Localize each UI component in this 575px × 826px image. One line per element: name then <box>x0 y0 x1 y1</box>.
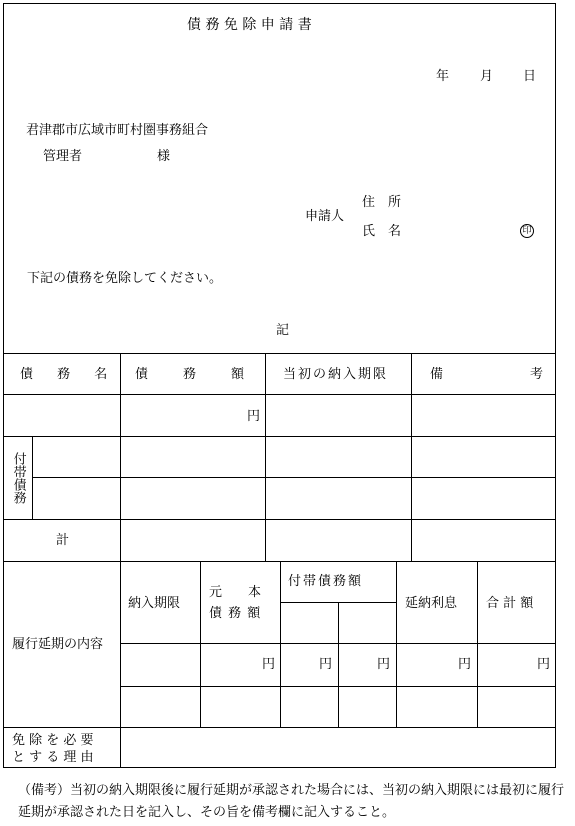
col-attached-label <box>32 436 33 519</box>
rule-ext-bottom <box>3 727 556 728</box>
rule-attached-mid <box>32 477 556 478</box>
col-ext-principal-right <box>280 561 281 727</box>
seal-mark: 印 <box>520 224 534 238</box>
col-ext-attached-mid <box>338 602 339 727</box>
remarks-note: （備考）当初の納入期限後に履行延期が承認された場合には、当初の納入期限には最初に履行延期が承認された日を記入し、その旨を備考欄に記入すること。 <box>18 783 565 820</box>
addressee-role: 管理者 <box>43 149 83 164</box>
reason-label-line1: 免 除 を 必 要 <box>12 733 94 748</box>
row1-yen: 円 <box>247 409 261 424</box>
ext-header-due: 納入期限 <box>128 596 181 611</box>
header-initial-due: 当初の納入期限 <box>283 367 389 382</box>
col-reason-label-right <box>120 727 121 768</box>
col-ext-interest-right <box>477 561 478 727</box>
applicant-label: 申請人 <box>305 209 345 224</box>
ext-yen-sum: 円 <box>537 657 551 672</box>
form-title: 債 務 免 除 申 請 書 <box>187 17 312 33</box>
addressee-honorific: 様 <box>157 149 171 164</box>
request-text: 下記の債務を免除してください。 <box>27 271 223 286</box>
ext-yen-attached-2: 円 <box>377 657 391 672</box>
header-debt-amount: 債 務 額 <box>135 367 248 382</box>
header-remarks-1: 備 <box>430 367 444 382</box>
col-ext-attached-right <box>396 561 397 727</box>
rule-header-bottom <box>3 394 556 395</box>
ext-header-sum: 合 計 額 <box>486 596 534 611</box>
ki-label: 記 <box>276 323 290 338</box>
addressee-org: 君津郡市広域市町村圏事務組合 <box>26 123 209 138</box>
ext-yen-principal: 円 <box>262 657 276 672</box>
header-debt-name: 債 務 名 <box>20 367 118 382</box>
col-remarks-left <box>411 353 412 561</box>
date-year: 年 <box>436 69 450 84</box>
attached-debt-label: 付帯債務 <box>10 452 26 504</box>
rule-table-top <box>3 353 556 354</box>
ext-yen-interest: 円 <box>458 657 472 672</box>
header-remarks-2: 考 <box>530 367 544 382</box>
ext-header-interest: 延納利息 <box>405 596 458 611</box>
applicant-address-label: 住 所 <box>362 195 402 210</box>
total-label: 計 <box>56 533 70 548</box>
ext-yen-attached-1: 円 <box>319 657 333 672</box>
col-ext-label-right <box>120 561 121 727</box>
extension-label: 履行延期の内容 <box>12 637 104 652</box>
reason-label-line2: と す る 理 由 <box>12 750 94 765</box>
ext-header-attached: 付帯債務額 <box>288 574 364 589</box>
col-due-left <box>265 353 266 561</box>
ext-header-principal-2: 債 務 額 <box>209 606 262 621</box>
ext-header-principal-1: 元 本 <box>209 585 262 600</box>
rule-attached-bottom <box>3 519 556 520</box>
applicant-name-label: 氏 名 <box>362 224 402 239</box>
date-day: 日 <box>523 69 537 84</box>
date-month: 月 <box>480 69 494 84</box>
rule-row1-bottom <box>3 436 556 437</box>
col-ext-due-right <box>200 561 201 727</box>
col-debt-amount-left <box>120 353 121 561</box>
